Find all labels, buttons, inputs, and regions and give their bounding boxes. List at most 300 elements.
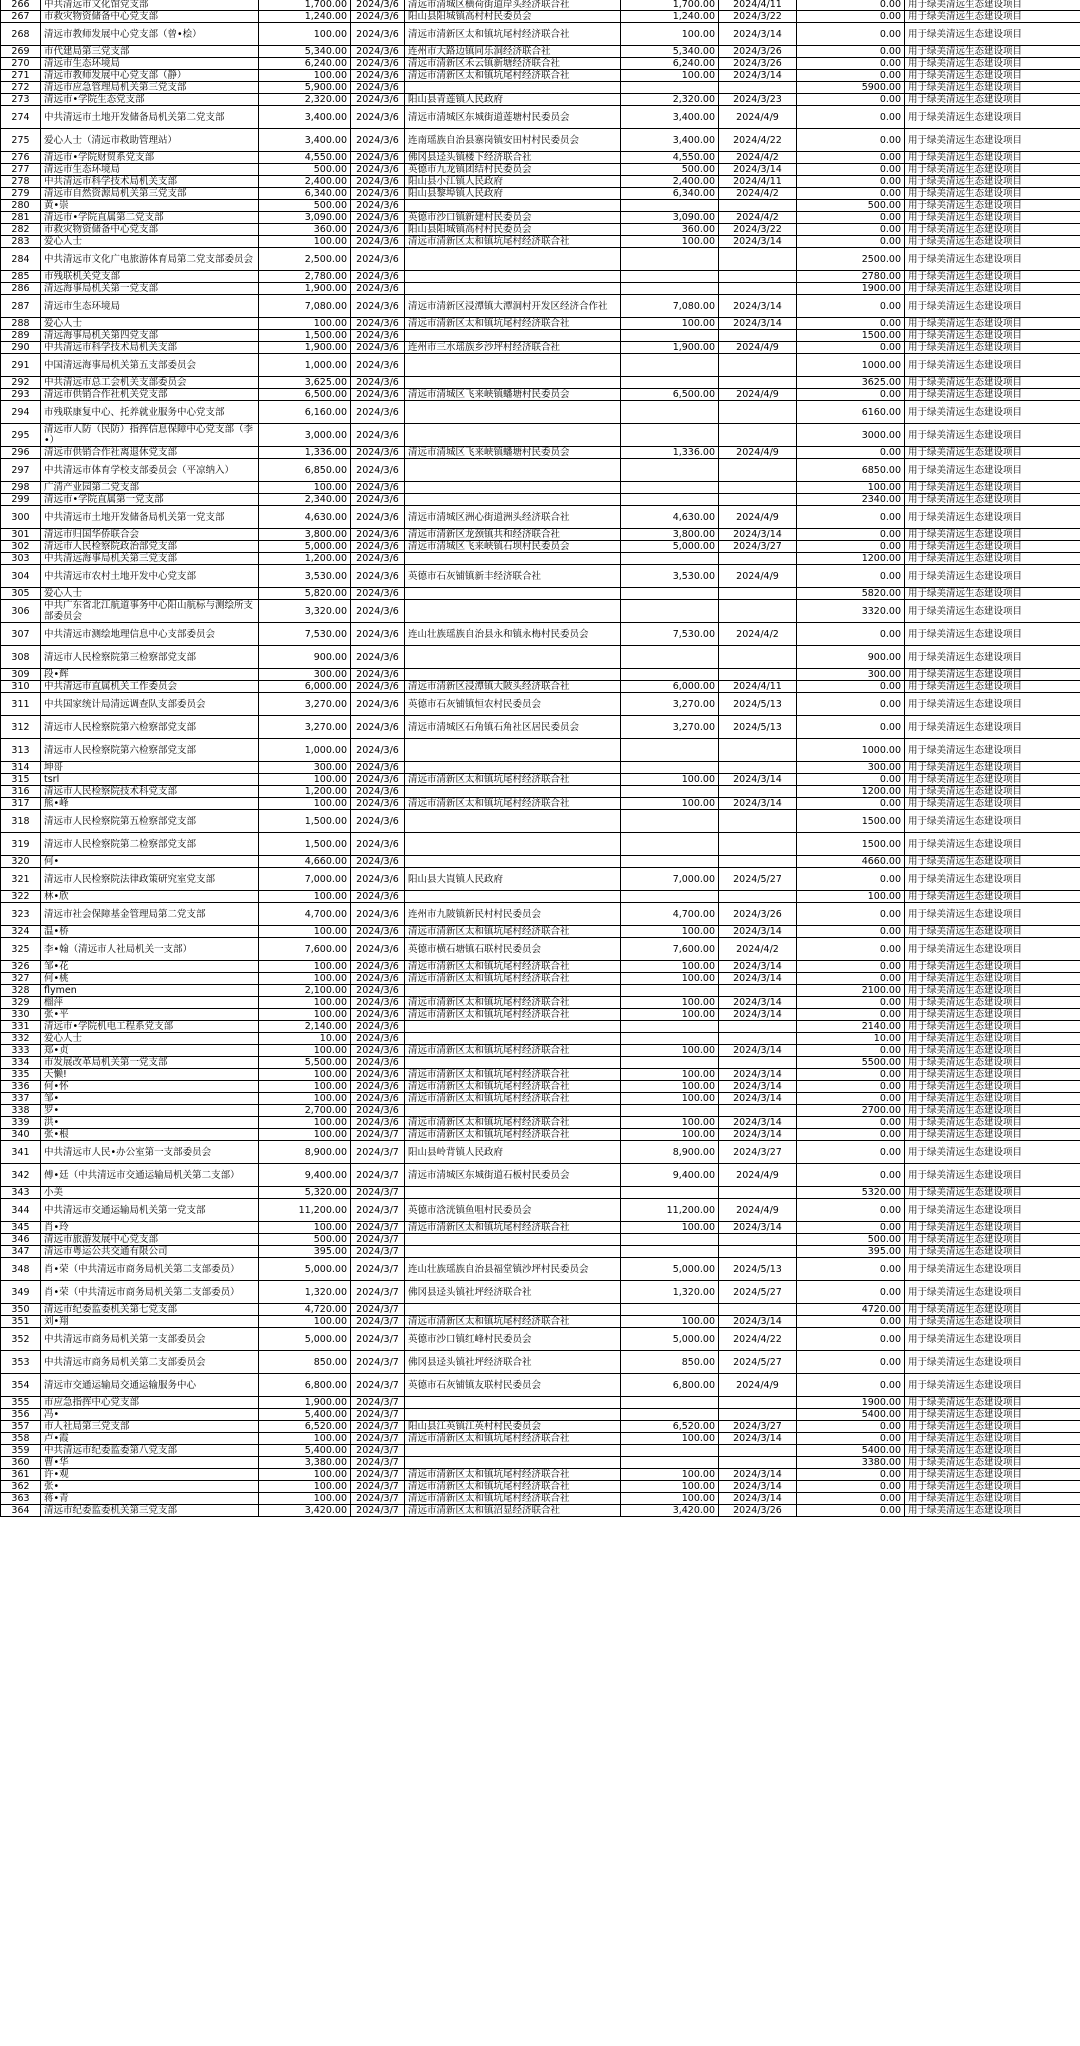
purpose-text: 用于绿美清远生态建设项目 (905, 1469, 1080, 1481)
donor-name: 郑•贞 (41, 1045, 259, 1057)
table-row (1, 1481, 1080, 1493)
balance-amount: 3000.00 (797, 424, 905, 447)
row-number: 314 (1, 762, 41, 774)
table-row (1, 1234, 1080, 1246)
paid-date: 2024/3/14 (719, 70, 797, 82)
row-number: 272 (1, 82, 41, 94)
balance-amount: 0.00 (797, 1281, 905, 1304)
donation-date: 2024/3/6 (351, 833, 405, 856)
recipient-unit: 阳山县阳城镇高村村民委员会 (405, 11, 621, 23)
donor-name: 清远市粤运公共交通有限公司 (41, 1246, 259, 1258)
paid-date (719, 1187, 797, 1199)
paid-amount (621, 1033, 719, 1045)
balance-amount: 6850.00 (797, 459, 905, 482)
donation-amount: 100.00 (259, 961, 351, 973)
paid-amount (621, 459, 719, 482)
table-row (1, 973, 1080, 985)
table-row (1, 1117, 1080, 1129)
balance-amount: 0.00 (797, 176, 905, 188)
donor-name: 清远市•学院生态党支部 (41, 94, 259, 106)
table-row (1, 985, 1080, 997)
donation-date: 2024/3/6 (351, 938, 405, 961)
row-number: 293 (1, 389, 41, 401)
paid-amount: 100.00 (621, 997, 719, 1009)
paid-amount (621, 1397, 719, 1409)
paid-date: 2024/3/14 (719, 1045, 797, 1057)
table-row (1, 70, 1080, 82)
purpose-text: 用于绿美清远生态建设项目 (905, 646, 1080, 669)
recipient-unit: 清远市清城区飞来峡镇石坝村民委员会 (405, 541, 621, 553)
purpose-text: 用于绿美清远生态建设项目 (905, 1457, 1080, 1469)
donation-date: 2024/3/6 (351, 248, 405, 271)
donation-amount: 3,380.00 (259, 1457, 351, 1469)
donation-date: 2024/3/7 (351, 1234, 405, 1246)
donation-date: 2024/3/6 (351, 1045, 405, 1057)
donation-amount: 100.00 (259, 1081, 351, 1093)
paid-amount (621, 786, 719, 798)
table-row (1, 1316, 1080, 1328)
paid-date (719, 985, 797, 997)
recipient-unit: 清远市清新区太和镇坑尾村经济联合社 (405, 1117, 621, 1129)
purpose-text: 用于绿美清远生态建设项目 (905, 1234, 1080, 1246)
paid-date: 2024/4/11 (719, 681, 797, 693)
table-row (1, 318, 1080, 330)
donation-date: 2024/3/6 (351, 46, 405, 58)
paid-amount: 7,080.00 (621, 295, 719, 318)
paid-amount: 100.00 (621, 1093, 719, 1105)
purpose-text: 用于绿美清远生态建设项目 (905, 212, 1080, 224)
donation-amount: 6,340.00 (259, 188, 351, 200)
donor-name: 傅•廷（中共清远市交通运输局机关第二支部） (41, 1164, 259, 1187)
recipient-unit: 清远市清新区太和镇坑尾村经济联合社 (405, 1493, 621, 1505)
balance-amount: 0.00 (797, 903, 905, 926)
table-row (1, 164, 1080, 176)
balance-amount: 0.00 (797, 1009, 905, 1021)
recipient-unit (405, 271, 621, 283)
balance-amount: 0.00 (797, 529, 905, 541)
donation-date: 2024/3/6 (351, 330, 405, 342)
balance-amount: 0.00 (797, 342, 905, 354)
balance-amount: 0.00 (797, 1117, 905, 1129)
table-row (1, 494, 1080, 506)
recipient-unit (405, 1021, 621, 1033)
paid-date: 2024/5/27 (719, 1351, 797, 1374)
recipient-unit (405, 588, 621, 600)
paid-amount: 100.00 (621, 236, 719, 248)
purpose-text: 用于绿美清远生态建设项目 (905, 774, 1080, 786)
row-number: 330 (1, 1009, 41, 1021)
paid-amount (621, 1445, 719, 1457)
recipient-unit: 清远市清新区太和镇坑尾村经济联合社 (405, 997, 621, 1009)
paid-amount: 1,240.00 (621, 11, 719, 23)
row-number: 355 (1, 1397, 41, 1409)
recipient-unit: 清远市清新区太和镇沼显经济联合社 (405, 1505, 621, 1517)
donation-date: 2024/3/6 (351, 0, 405, 11)
row-number: 300 (1, 506, 41, 529)
paid-amount: 1,336.00 (621, 447, 719, 459)
donation-amount: 2,780.00 (259, 271, 351, 283)
donor-name: 清远市•学院财贸系党支部 (41, 152, 259, 164)
balance-amount: 0.00 (797, 1469, 905, 1481)
donor-name: 坤哥 (41, 762, 259, 774)
balance-amount: 0.00 (797, 798, 905, 810)
paid-amount: 100.00 (621, 961, 719, 973)
paid-amount: 6,800.00 (621, 1374, 719, 1397)
donation-amount: 100.00 (259, 1069, 351, 1081)
table-row (1, 997, 1080, 1009)
balance-amount: 0.00 (797, 997, 905, 1009)
donor-name: 中共清远市科学技术局机关支部 (41, 342, 259, 354)
donor-name: 清远海事局机关第一党支部 (41, 283, 259, 295)
row-number: 326 (1, 961, 41, 973)
paid-date: 2024/3/14 (719, 529, 797, 541)
table-row (1, 330, 1080, 342)
table-row (1, 891, 1080, 903)
donation-date: 2024/3/7 (351, 1328, 405, 1351)
donation-amount: 8,900.00 (259, 1141, 351, 1164)
donor-name: 市发展改革局机关第一党支部 (41, 1057, 259, 1069)
table-row (1, 401, 1080, 424)
paid-date: 2024/5/13 (719, 693, 797, 716)
table-row (1, 1493, 1080, 1505)
donation-amount: 1,900.00 (259, 1397, 351, 1409)
table-row (1, 833, 1080, 856)
donation-amount: 3,320.00 (259, 600, 351, 623)
donation-date: 2024/3/6 (351, 973, 405, 985)
paid-amount: 100.00 (621, 23, 719, 46)
purpose-text: 用于绿美清远生态建设项目 (905, 236, 1080, 248)
table-row (1, 541, 1080, 553)
donation-date: 2024/3/7 (351, 1409, 405, 1421)
donor-name: 中共清远市土地开发储备局机关第一党支部 (41, 506, 259, 529)
donation-amount: 100.00 (259, 1117, 351, 1129)
recipient-unit: 清远市清新区太和镇坑尾村经济联合社 (405, 70, 621, 82)
donation-amount: 500.00 (259, 200, 351, 212)
donation-amount: 5,900.00 (259, 82, 351, 94)
row-number: 310 (1, 681, 41, 693)
donor-name: 爱心人士 (41, 318, 259, 330)
donation-amount: 1,700.00 (259, 0, 351, 11)
balance-amount: 0.00 (797, 1164, 905, 1187)
row-number: 290 (1, 342, 41, 354)
paid-date (719, 669, 797, 681)
purpose-text: 用于绿美清远生态建设项目 (905, 318, 1080, 330)
row-number: 346 (1, 1234, 41, 1246)
row-number: 306 (1, 600, 41, 623)
donation-amount: 6,500.00 (259, 389, 351, 401)
donation-amount: 100.00 (259, 1481, 351, 1493)
purpose-text: 用于绿美清远生态建设项目 (905, 424, 1080, 447)
table-row (1, 1069, 1080, 1081)
donation-date: 2024/3/7 (351, 1141, 405, 1164)
balance-amount: 0.00 (797, 152, 905, 164)
donation-date: 2024/3/6 (351, 786, 405, 798)
donation-date: 2024/3/7 (351, 1199, 405, 1222)
recipient-unit (405, 82, 621, 94)
paid-amount (621, 588, 719, 600)
donor-name: flymen (41, 985, 259, 997)
donation-date: 2024/3/6 (351, 342, 405, 354)
purpose-text: 用于绿美清远生态建设项目 (905, 1374, 1080, 1397)
paid-date: 2024/5/27 (719, 1281, 797, 1304)
balance-amount: 0.00 (797, 70, 905, 82)
donation-amount: 300.00 (259, 669, 351, 681)
paid-amount: 5,000.00 (621, 1258, 719, 1281)
purpose-text: 用于绿美清远生态建设项目 (905, 106, 1080, 129)
row-number: 309 (1, 669, 41, 681)
purpose-text: 用于绿美清远生态建设项目 (905, 377, 1080, 389)
paid-amount (621, 669, 719, 681)
purpose-text: 用于绿美清远生态建设项目 (905, 1093, 1080, 1105)
donor-name: 清远市归国华侨联合会 (41, 529, 259, 541)
paid-date (719, 739, 797, 762)
table-row (1, 810, 1080, 833)
paid-amount: 100.00 (621, 1117, 719, 1129)
recipient-unit: 清远市清新区禾云镇新塘经济联合社 (405, 58, 621, 70)
row-number: 287 (1, 295, 41, 318)
paid-amount: 5,000.00 (621, 541, 719, 553)
paid-amount (621, 283, 719, 295)
purpose-text: 用于绿美清远生态建设项目 (905, 565, 1080, 588)
donation-amount: 2,340.00 (259, 494, 351, 506)
table-row (1, 248, 1080, 271)
donor-name: 清远市教师发展中心党支部（曾•桧） (41, 23, 259, 46)
paid-amount: 3,400.00 (621, 129, 719, 152)
recipient-unit: 清远市清新区太和镇坑尾村经济联合社 (405, 236, 621, 248)
balance-amount: 500.00 (797, 200, 905, 212)
paid-amount: 3,270.00 (621, 716, 719, 739)
row-number: 313 (1, 739, 41, 762)
paid-amount: 2,320.00 (621, 94, 719, 106)
row-number: 349 (1, 1281, 41, 1304)
purpose-text: 用于绿美清远生态建设项目 (905, 1057, 1080, 1069)
recipient-unit: 连州市三水瑶族乡沙坪村经济联合社 (405, 342, 621, 354)
recipient-unit: 英德市石灰铺镇恒农村民委员会 (405, 693, 621, 716)
table-row (1, 553, 1080, 565)
table-row (1, 271, 1080, 283)
balance-amount: 0.00 (797, 926, 905, 938)
donor-name: 清远市•学院机电工程系党支部 (41, 1021, 259, 1033)
purpose-text: 用于绿美清远生态建设项目 (905, 295, 1080, 318)
purpose-text: 用于绿美清远生态建设项目 (905, 588, 1080, 600)
row-number: 286 (1, 283, 41, 295)
donation-amount: 5,320.00 (259, 1187, 351, 1199)
donation-amount: 1,000.00 (259, 739, 351, 762)
donation-date: 2024/3/6 (351, 212, 405, 224)
donation-date: 2024/3/6 (351, 129, 405, 152)
recipient-unit: 清远市清新区太和镇坑尾村经济联合社 (405, 23, 621, 46)
row-number: 343 (1, 1187, 41, 1199)
donor-name: 清远市生态环境局 (41, 295, 259, 318)
paid-amount (621, 248, 719, 271)
donor-name: 中共清远市农村土地开发中心党支部 (41, 565, 259, 588)
paid-date: 2024/4/11 (719, 176, 797, 188)
purpose-text: 用于绿美清远生态建设项目 (905, 786, 1080, 798)
purpose-text: 用于绿美清远生态建设项目 (905, 739, 1080, 762)
row-number: 318 (1, 810, 41, 833)
purpose-text: 用于绿美清远生态建设项目 (905, 1129, 1080, 1141)
purpose-text: 用于绿美清远生态建设项目 (905, 330, 1080, 342)
table-row (1, 1045, 1080, 1057)
donation-amount: 5,820.00 (259, 588, 351, 600)
donor-name: 爱心人士 (41, 1033, 259, 1045)
purpose-text: 用于绿美清远生态建设项目 (905, 1222, 1080, 1234)
paid-amount (621, 1234, 719, 1246)
balance-amount: 0.00 (797, 164, 905, 176)
row-number: 282 (1, 224, 41, 236)
balance-amount: 0.00 (797, 623, 905, 646)
balance-amount: 0.00 (797, 1433, 905, 1445)
recipient-unit (405, 482, 621, 494)
purpose-text: 用于绿美清远生态建设项目 (905, 833, 1080, 856)
donation-amount: 3,530.00 (259, 565, 351, 588)
purpose-text: 用于绿美清远生态建设项目 (905, 529, 1080, 541)
paid-date: 2024/3/14 (719, 318, 797, 330)
paid-date: 2024/5/13 (719, 716, 797, 739)
recipient-unit: 清远市清新区太和镇坑尾村经济联合社 (405, 1009, 621, 1021)
donation-amount: 3,800.00 (259, 529, 351, 541)
table-row (1, 482, 1080, 494)
donor-name: 清远市应急管理局机关第三党支部 (41, 82, 259, 94)
recipient-unit (405, 1397, 621, 1409)
donation-amount: 3,270.00 (259, 716, 351, 739)
donation-date: 2024/3/6 (351, 106, 405, 129)
balance-amount: 0.00 (797, 506, 905, 529)
recipient-unit: 阳山县阳城镇高村村民委员会 (405, 224, 621, 236)
table-row (1, 1374, 1080, 1397)
row-number: 285 (1, 271, 41, 283)
recipient-unit (405, 1234, 621, 1246)
donation-date: 2024/3/6 (351, 529, 405, 541)
table-row (1, 1258, 1080, 1281)
paid-date: 2024/4/2 (719, 938, 797, 961)
table-row (1, 1505, 1080, 1517)
purpose-text: 用于绿美清远生态建设项目 (905, 1397, 1080, 1409)
paid-date (719, 646, 797, 669)
paid-amount: 100.00 (621, 1045, 719, 1057)
balance-amount: 0.00 (797, 1374, 905, 1397)
donation-amount: 5,340.00 (259, 46, 351, 58)
purpose-text: 用于绿美清远生态建设项目 (905, 1505, 1080, 1517)
purpose-text: 用于绿美清远生态建设项目 (905, 94, 1080, 106)
recipient-unit: 清远市清新区太和镇坑尾村经济联合社 (405, 1469, 621, 1481)
paid-amount: 100.00 (621, 1081, 719, 1093)
purpose-text: 用于绿美清远生态建设项目 (905, 11, 1080, 23)
paid-date (719, 401, 797, 424)
donation-amount: 500.00 (259, 164, 351, 176)
table-row (1, 152, 1080, 164)
donation-date: 2024/3/6 (351, 164, 405, 176)
donor-name: 中共清远市商务局机关第一支部委员会 (41, 1328, 259, 1351)
paid-amount: 100.00 (621, 1069, 719, 1081)
paid-date (719, 482, 797, 494)
donation-amount: 100.00 (259, 482, 351, 494)
table-row (1, 1246, 1080, 1258)
donation-amount: 5,000.00 (259, 541, 351, 553)
row-number: 353 (1, 1351, 41, 1374)
balance-amount: 2140.00 (797, 1021, 905, 1033)
recipient-unit: 清远市清新区太和镇坑尾村经济联合社 (405, 1481, 621, 1493)
paid-date: 2024/3/22 (719, 11, 797, 23)
row-number: 336 (1, 1081, 41, 1093)
donation-amount: 7,600.00 (259, 938, 351, 961)
paid-amount: 3,800.00 (621, 529, 719, 541)
purpose-text: 用于绿美清远生态建设项目 (905, 868, 1080, 891)
donation-amount: 1,336.00 (259, 447, 351, 459)
donation-amount: 5,400.00 (259, 1409, 351, 1421)
balance-amount: 4660.00 (797, 856, 905, 868)
table-row (1, 1281, 1080, 1304)
balance-amount: 0.00 (797, 129, 905, 152)
paid-amount (621, 401, 719, 424)
paid-date (719, 891, 797, 903)
recipient-unit: 英德市石灰铺镇新丰经济联合社 (405, 565, 621, 588)
donation-amount: 1,500.00 (259, 833, 351, 856)
balance-amount: 3625.00 (797, 377, 905, 389)
paid-amount: 100.00 (621, 1493, 719, 1505)
row-number: 315 (1, 774, 41, 786)
row-number: 317 (1, 798, 41, 810)
donation-amount: 1,240.00 (259, 11, 351, 23)
table-row (1, 1057, 1080, 1069)
table-row (1, 926, 1080, 938)
table-row (1, 565, 1080, 588)
donation-amount: 100.00 (259, 1009, 351, 1021)
row-number: 345 (1, 1222, 41, 1234)
donation-date: 2024/3/6 (351, 401, 405, 424)
purpose-text: 用于绿美清远生态建设项目 (905, 188, 1080, 200)
purpose-text: 用于绿美清远生态建设项目 (905, 798, 1080, 810)
purpose-text: 用于绿美清远生态建设项目 (905, 271, 1080, 283)
recipient-unit (405, 646, 621, 669)
row-number: 308 (1, 646, 41, 669)
donation-date: 2024/3/6 (351, 236, 405, 248)
donation-date: 2024/3/7 (351, 1246, 405, 1258)
donation-amount: 100.00 (259, 1093, 351, 1105)
purpose-text: 用于绿美清远生态建设项目 (905, 997, 1080, 1009)
balance-amount: 0.00 (797, 106, 905, 129)
donation-date: 2024/3/7 (351, 1281, 405, 1304)
paid-date: 2024/3/14 (719, 1316, 797, 1328)
recipient-unit: 阳山县江英镇江英村村民委员会 (405, 1421, 621, 1433)
table-row (1, 342, 1080, 354)
table-row (1, 11, 1080, 23)
purpose-text: 用于绿美清远生态建设项目 (905, 164, 1080, 176)
donor-name: 中共清远市人民•办公室第一支部委员会 (41, 1141, 259, 1164)
donor-name: 刘•翔 (41, 1316, 259, 1328)
table-row (1, 176, 1080, 188)
paid-date (719, 856, 797, 868)
balance-amount: 1500.00 (797, 330, 905, 342)
purpose-text: 用于绿美清远生态建设项目 (905, 623, 1080, 646)
donation-date: 2024/3/7 (351, 1222, 405, 1234)
balance-amount: 0.00 (797, 188, 905, 200)
donor-name: 李•翰（清远市人社局机关一支部） (41, 938, 259, 961)
balance-amount: 1200.00 (797, 553, 905, 565)
purpose-text: 用于绿美清远生态建设项目 (905, 681, 1080, 693)
recipient-unit: 清远市清新区太和镇坑尾村经济联合社 (405, 1129, 621, 1141)
balance-amount: 4720.00 (797, 1304, 905, 1316)
row-number: 357 (1, 1421, 41, 1433)
balance-amount: 1500.00 (797, 833, 905, 856)
paid-amount: 5,000.00 (621, 1328, 719, 1351)
donation-date: 2024/3/6 (351, 681, 405, 693)
table-row (1, 1445, 1080, 1457)
table-row (1, 1164, 1080, 1187)
paid-amount (621, 200, 719, 212)
balance-amount: 900.00 (797, 646, 905, 669)
donor-name: 清远市社会保障基金管理局第二党支部 (41, 903, 259, 926)
